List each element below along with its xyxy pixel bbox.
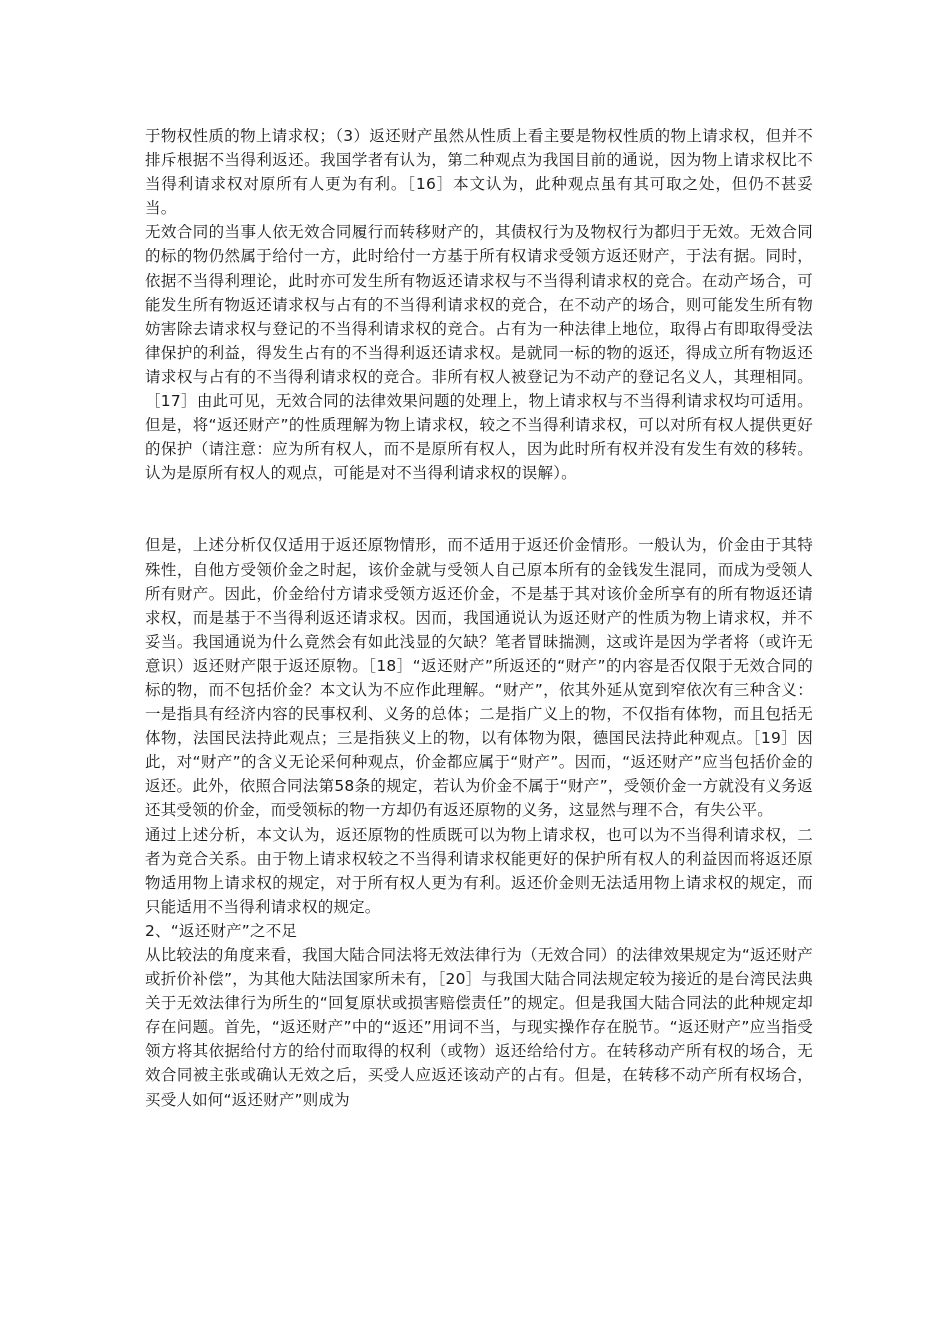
section-heading: 2、“返还财产”之不足 xyxy=(145,921,298,940)
paragraph-4: 通过上述分析，本文认为，返还原物的性质既可以为物上请求权，也可以为不当得利请求权，二者为竞合关系。由于物上请求权较之不当得利请求权能更好的保护所有权人的利益因而将返还原物适用物上请求权的规定，对于所有权人更为有利。返还价金则无法适用物上请求权的规定，而只能适用不当得利请求权的规定。 xyxy=(145,825,813,916)
paragraph-3: 但是，上述分析仅仅适用于返还原物情形，而不适用于返还价金情形。一般认为，价金由于其特殊性，自他方受领价金之时起，该价金就与受领人自己原本所有的金钱发生混同，而成为受领人所有财产。因此，价金给付方请求受领方返还价金，不是基于其对该价金所享有的所有物返还请求权，而是基于不当得利返还请求权。因而，我国通说认为返还财产的性质为物上请求权，并不妥当。我国通说为什么竟然会有如此浅显的欠缺？笔者冒昧揣测，这或许是因为学者将（或许无意识）返还财产限于返还原物。［18］“返还财产”所返还的“财产”的内容是否仅限于无效合同的标的物，而不包括价金？本文认为不应作此理解。“财产”，依其外延从宽到窄依次有三种含义：一是指具有经济内容的民事权利、义务的总体；二是指广义上的物，不仅指有体物，而且包括无体物，法国民法持此观点；三是指狭义上的物，以有体物为限，德国民法持此种观点。［19］因此，对“财产”的含义无论采何种观点，价金都应属于“财产”。因而，“返还财产”应当包括价金的返还。此外，依照合同法第58条的规定，若认为价金不属于“财产”，受领价金一方就没有义务返还其受领的价金，而受领标的物一方却仍有返还原物的义务，这显然与理不合，有失公平。 xyxy=(145,536,813,820)
document-body xyxy=(145,124,813,1112)
paragraph-2: 无效合同的当事人依无效合同履行而转移财产的，其债权行为及物权行为都归于无效。无效合同的标的物仍然属于给付一方，此时给付一方基于所有权请求受领方返还财产，于法有据。同时，依据不当得利理论，此时亦可发生所有物返还请求权与不当得利请求权的竞合。在动产场合，可能发生所有物返还请求权与占有的不当得利请求权的竞合，在不动产的场合，则可能发生所有物妨害除去请求权与登记的不当得利请求权的竞合。占有为一种法律上地位，取得占有即取得受法律保护的利益，得发生占有的不当得利返还请求权。是就同一标的物的返还，得成立所有物返还请求权与占有的不当得利请求权的竞合。非所有权人被登记为不动产的登记名义人，其理相同。［17］由此可见，无效合同的法律效果问题的处理上，物上请求权与不当得利请求权均可适用。但是，将“返还财产”的性质理解为物上请求权，较之不当得利请求权，可以对所有权人提供更好的保护（请注意：应为所有权人，而不是原所有权人，因为此时所有权并没有发生有效的移转。认为是原所有权人的观点，可能是对不当得利请求权的误解）。 xyxy=(145,223,813,483)
paragraph-spacer xyxy=(145,485,813,533)
paragraph-5: 从比较法的角度来看，我国大陆合同法将无效法律行为（无效合同）的法律效果规定为“返还财产或折价补偿”，为其他大陆法国家所未有，［20］与我国大陆合同法规定较为接近的是台湾民法典关于无效法律行为所生的“回复原状或损害赔偿责任”的规定。但是我国大陆合同法的此种规定却存在问题。首先，“返还财产”中的“返还”用词不当，与现实操作存在脱节。“返还财产”应当指受领方将其依据给付方的给付而取得的权利（或物）返还给给付方。在转移动产所有权的场合，无效合同被主张或确认无效之后，买受人应返还该动产的占有。但是，在转移不动产所有权场合，买受人如何“返还财产”则成为 xyxy=(145,946,813,1109)
paragraph-1: 于物权性质的物上请求权；（3）返还财产虽然从性质上看主要是物权性质的物上请求权，但并不排斥根据不当得利返还。我国学者有认为，第二种观点为我国目前的通说，因为物上请求权比不当得利请求权对原所有人更为有利。［16］本文认为，此种观点虽有其可取之处，但仍不甚妥当。 xyxy=(145,127,813,218)
